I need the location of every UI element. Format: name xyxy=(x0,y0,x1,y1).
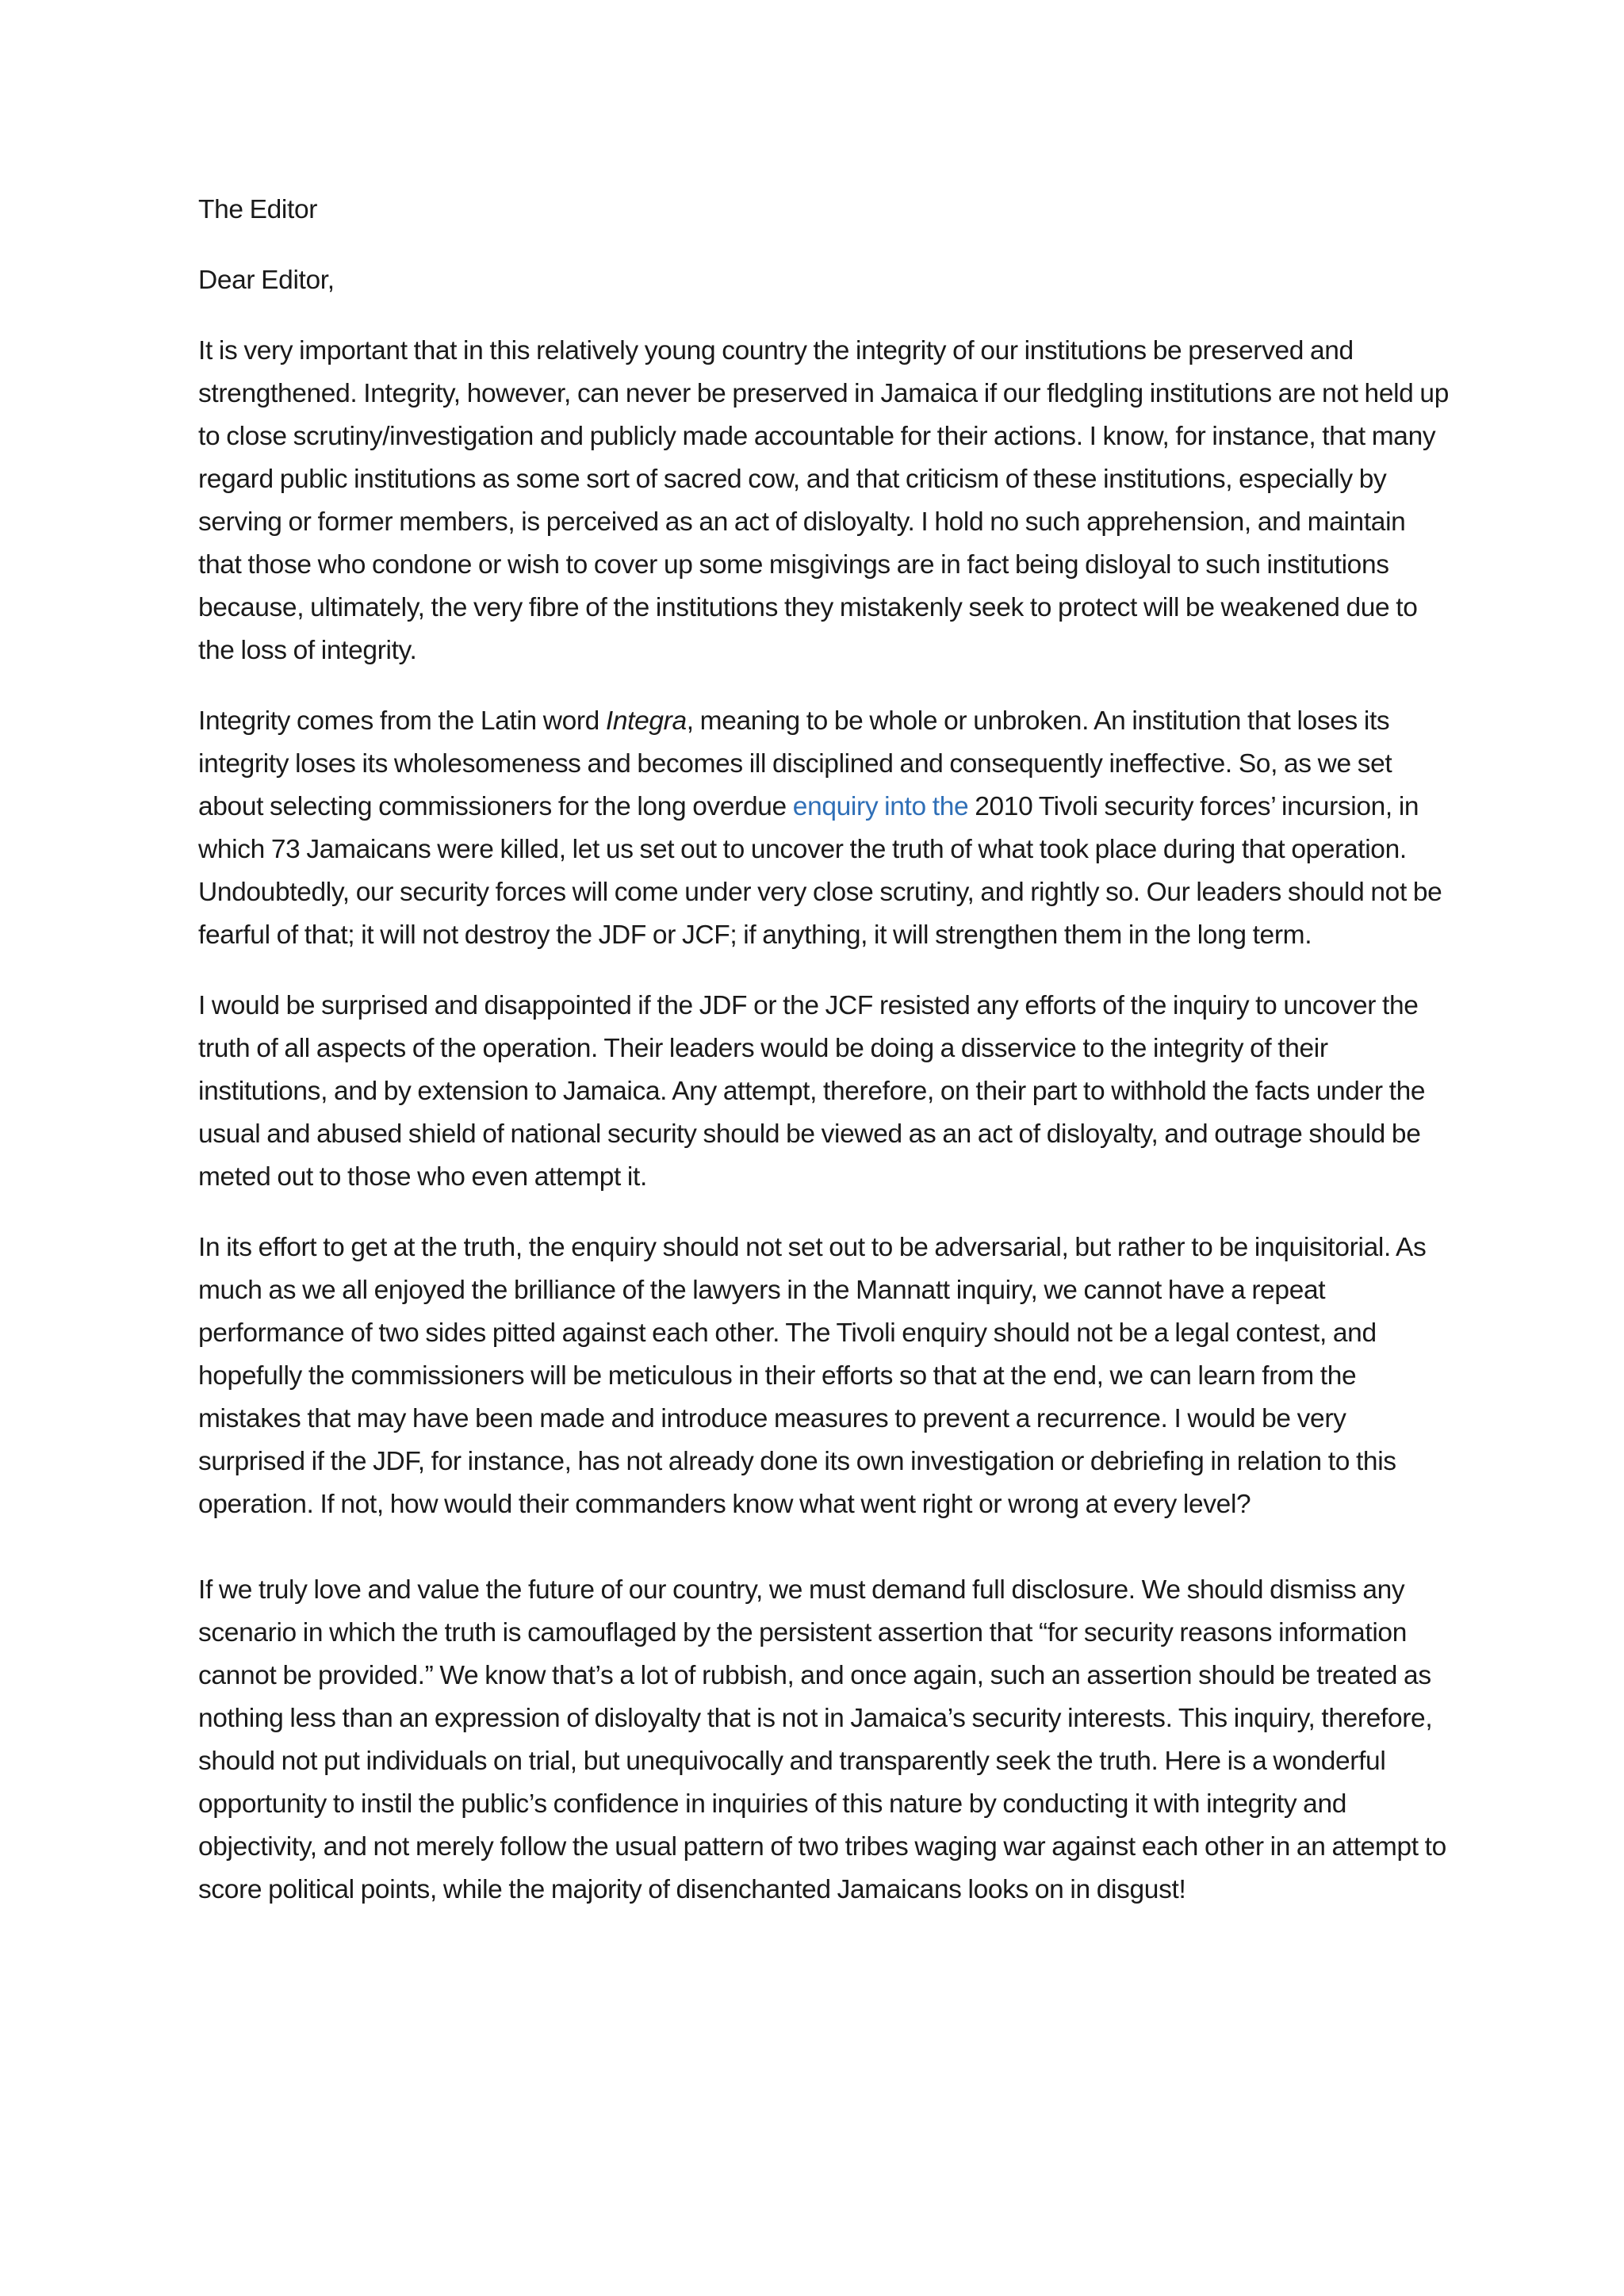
paragraph-jdf-jcf-resistance: I would be surprised and disappointed if the JDF or the JCF resisted any efforts of the inquiry to uncover the truth of all aspects of the operation. Their leaders would be doing a disservice to the integrity of their institutions, and by extension to Jamaica. Any attempt, therefore, on their part to withhold the facts under the usual and abused shield of national security should be viewed as an act of disloyalty, and outrage should be meted out to those who even attempt it. xyxy=(198,991,1426,1192)
p2-text-start: Integrity comes from the Latin word xyxy=(198,706,606,736)
p2-text-middle: , meaning to be whole or unbroken. An institution that loses its integrity loses its wholesomeness and becomes ill disciplined and consequently ineffective. So, as we set about selecting commissioners for the long overdue xyxy=(198,706,1392,821)
latin-word-integra: Integra xyxy=(605,706,687,736)
paragraph-full-disclosure: If we truly love and value the future of our country, we must demand full disclosure. We should dismiss any scenario in which the truth is camouflaged by the persistent assertion that “for security reasons information cannot be provided.” We know that’s a lot of rubbish, and once again, such an assertion should be treated as nothing less than an expression of disloyalty that is not in Jamaica’s security interests. This inquiry, therefore, should not put individuals on trial, but unequivocally and transparently seek the truth. Here is a wonderful opportunity to instil the public’s confidence in inquiries of this nature by conducting it with integrity and objectivity, and not merely follow the usual pattern of two tribes waging war against each other in an attempt to score political points, while the majority of disenchanted Jamaicans looks on in disgust! xyxy=(198,1575,1446,1904)
paragraph-integra-definition xyxy=(198,700,1451,957)
p2-text-end: 2010 Tivoli security forces’ incursion, in which 73 Jamaicans were killed, let us set out to uncover the truth of what took place during that operation. Undoubtedly, our security forces will come under very close scrutiny, and rightly so. Our leaders should not be fearful of that; it will not destroy the JDF or JCF; if anything, it will strengthen them in the long term. xyxy=(198,792,1442,950)
letter-body xyxy=(198,189,1451,1939)
salutation: Dear Editor, xyxy=(198,266,335,295)
addressee: The Editor xyxy=(198,195,318,224)
enquiry-link[interactable]: enquiry into the xyxy=(792,792,969,821)
paragraph-inquisitorial: In its effort to get at the truth, the enquiry should not set out to be adversarial, but rather to be inquisitorial. As much as we all enjoyed the brilliance of the lawyers in the Mannatt inquiry, we cannot have a repeat performance of two sides pitted against each other. The Tivoli enquiry should not be a legal contest, and hopefully the commissioners will be meticulous in their efforts so that at the end, we can learn from the mistakes that may have been made and introduce measures to prevent a recurrence. I would be very surprised if the JDF, for instance, has not already done its own investigation or debriefing in relation to this operation. If not, how would their commanders know what went right or wrong at every level? xyxy=(198,1233,1427,1519)
paragraph-integrity-intro: It is very important that in this relatively young country the integrity of our institutions be preserved and strengthened. Integrity, however, can never be preserved in Jamaica if our fledgling institutions are not held up to close scrutiny/investigation and publicly made accountable for their actions. I know, for instance, that many regard public institutions as some sort of sacred cow, and that criticism of these institutions, especially by serving or former members, is perceived as an act of disloyalty. I hold no such apprehension, and maintain that those who condone or wish to cover up some misgivings are in fact being disloyal to such institutions because, ultimately, the very fibre of the institutions they mistakenly seek to protect will be weakened due to the loss of integrity. xyxy=(198,336,1449,665)
